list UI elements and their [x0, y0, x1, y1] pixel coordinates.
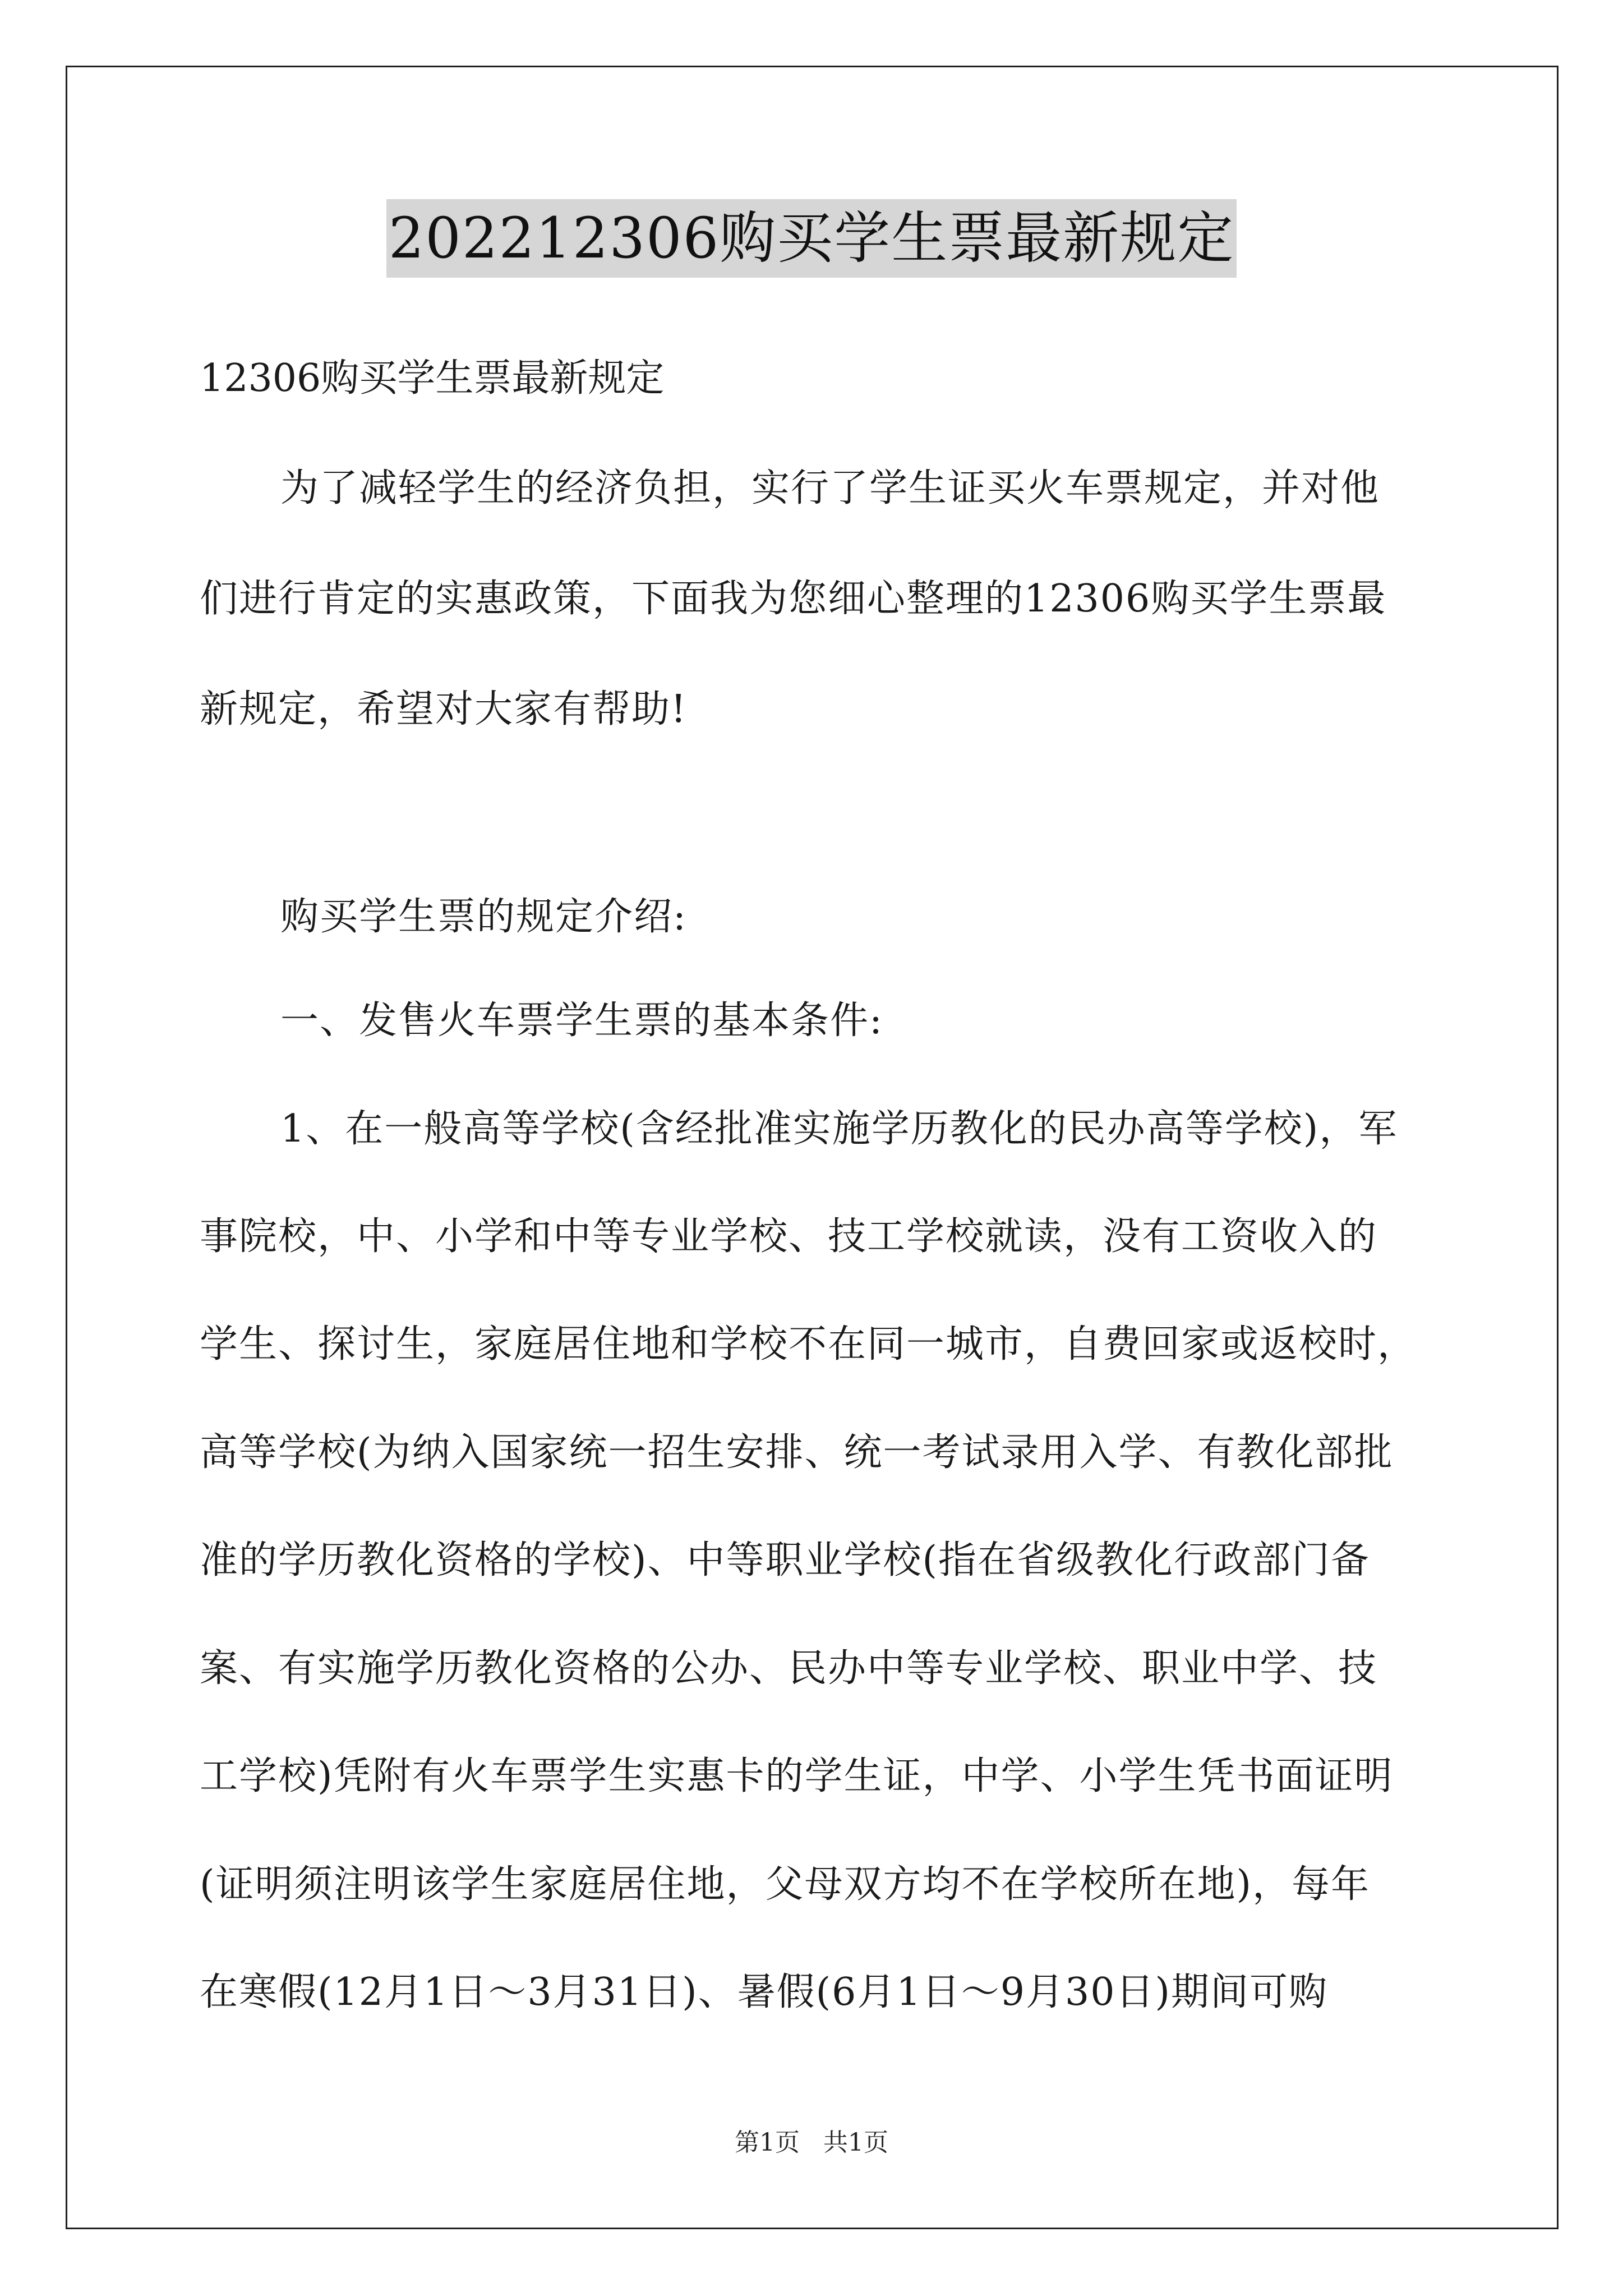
section-heading: 购买学生票的规定介绍: [280, 895, 687, 939]
paragraph-line: 高等学校(为纳入国家统一招生安排、统一考试录用入学、有教化部批 [200, 1430, 1394, 1475]
paragraph-line: 们进行肯定的实惠政策，下面我为您细心整理的12306购买学生票最 [200, 577, 1387, 621]
title-container [0, 199, 1623, 278]
page-footer [0, 2126, 1623, 2160]
paragraph-line: (证明须注明该学生家庭居住地，父母双方均不在学校所在地)，每年 [200, 1862, 1371, 1907]
paragraph-line: 为了减轻学生的经济负担，实行了学生证买火车票规定，并对他 [280, 466, 1380, 510]
paragraph-line: 案、有实施学历教化资格的公办、民办中等专业学校、职业中学、技 [200, 1646, 1378, 1691]
document-subtitle: 12306购买学生票最新规定 [200, 356, 665, 401]
page-number: 第1页 [735, 2128, 800, 2157]
page-count: 共1页 [823, 2128, 888, 2157]
paragraph-line: 工学校)凭附有火车票学生实惠卡的学生证，中学、小学生凭书面证明 [200, 1754, 1394, 1798]
paragraph-line: 新规定，希望对大家有帮助! [200, 687, 688, 731]
paragraph-line: 在寒假(12月1日～3月31日)、暑假(6月1日～9月30日)期间可购 [200, 1970, 1329, 2014]
document-title: 202212306购买学生票最新规定 [386, 199, 1237, 278]
paragraph-line: 学生、探讨生，家庭居住地和学校不在同一城市，自费回家或返校时， [200, 1322, 1417, 1366]
section-heading: 一、发售火车票学生票的基本条件: [280, 999, 883, 1043]
paragraph-line: 1、在一般高等学校(含经批准实施学历教化的民办高等学校)，军 [280, 1107, 1398, 1151]
paragraph-line: 准的学历教化资格的学校)、中等职业学校(指在省级教化行政部门备 [200, 1538, 1371, 1582]
paragraph-line: 事院校，中、小学和中等专业学校、技工学校就读，没有工资收入的 [200, 1214, 1378, 1259]
